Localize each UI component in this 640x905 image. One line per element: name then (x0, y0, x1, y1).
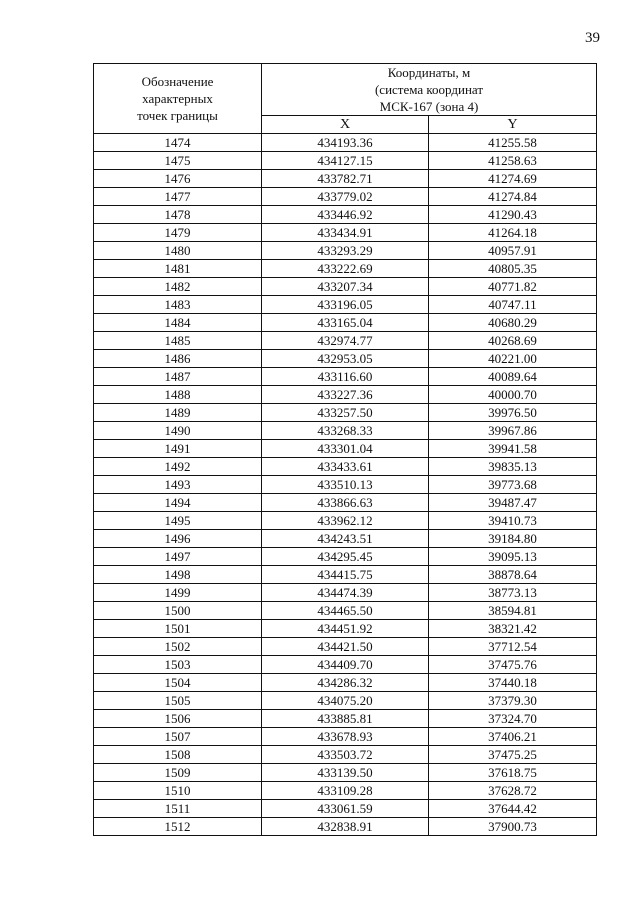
x-coordinate-cell: 433503.72 (262, 746, 429, 764)
table-row (94, 656, 597, 674)
y-coordinate-cell: 40957.91 (429, 242, 597, 260)
x-coordinate-cell: 433257.50 (262, 404, 429, 422)
x-coordinate-cell: 434409.70 (262, 656, 429, 674)
y-coordinate-cell: 41255.58 (429, 134, 597, 152)
table-row (94, 584, 597, 602)
point-id-cell: 1496 (94, 530, 262, 548)
x-coordinate-cell: 434421.50 (262, 638, 429, 656)
x-coordinate-cell: 433196.05 (262, 296, 429, 314)
x-coordinate-cell: 434415.75 (262, 566, 429, 584)
y-coordinate-cell: 37618.75 (429, 764, 597, 782)
point-id-cell: 1493 (94, 476, 262, 494)
x-coordinate-cell: 433139.50 (262, 764, 429, 782)
point-id-cell: 1476 (94, 170, 262, 188)
point-id-cell: 1477 (94, 188, 262, 206)
table-row (94, 152, 597, 170)
x-coordinate-cell: 434465.50 (262, 602, 429, 620)
point-id-cell: 1498 (94, 566, 262, 584)
table-row (94, 818, 597, 836)
y-coordinate-cell: 40089.64 (429, 368, 597, 386)
x-coordinate-cell: 434193.36 (262, 134, 429, 152)
table-row (94, 458, 597, 476)
x-coordinate-cell: 433510.13 (262, 476, 429, 494)
point-id-cell: 1500 (94, 602, 262, 620)
table-row (94, 728, 597, 746)
y-coordinate-cell: 37712.54 (429, 638, 597, 656)
page-number: 39 (585, 30, 600, 46)
table-row (94, 674, 597, 692)
y-coordinate-cell: 37475.76 (429, 656, 597, 674)
y-coordinate-cell: 39487.47 (429, 494, 597, 512)
point-id-cell: 1492 (94, 458, 262, 476)
y-coordinate-cell: 39095.13 (429, 548, 597, 566)
y-coordinate-cell: 39941.58 (429, 440, 597, 458)
point-header-line: точек границы (137, 108, 218, 123)
table-row (94, 368, 597, 386)
point-id-cell: 1502 (94, 638, 262, 656)
point-id-cell: 1482 (94, 278, 262, 296)
table-row (94, 746, 597, 764)
point-id-cell: 1489 (94, 404, 262, 422)
point-id-cell: 1503 (94, 656, 262, 674)
y-coordinate-cell: 39976.50 (429, 404, 597, 422)
x-coordinate-cell: 433885.81 (262, 710, 429, 728)
table-row (94, 710, 597, 728)
x-coordinate-cell: 434295.45 (262, 548, 429, 566)
point-id-cell: 1487 (94, 368, 262, 386)
table-row (94, 404, 597, 422)
point-id-cell: 1509 (94, 764, 262, 782)
point-header-line: характерных (142, 91, 213, 106)
table-body (94, 134, 597, 836)
table-row (94, 188, 597, 206)
point-id-cell: 1494 (94, 494, 262, 512)
x-coordinate-cell: 434243.51 (262, 530, 429, 548)
y-coordinate-cell: 40268.69 (429, 332, 597, 350)
y-coordinate-cell: 39967.86 (429, 422, 597, 440)
point-id-cell: 1486 (94, 350, 262, 368)
x-coordinate-cell: 434451.92 (262, 620, 429, 638)
table-row (94, 296, 597, 314)
x-coordinate-cell: 432974.77 (262, 332, 429, 350)
table-row (94, 800, 597, 818)
x-coordinate-cell: 433293.29 (262, 242, 429, 260)
y-coordinate-cell: 40747.11 (429, 296, 597, 314)
x-coordinate-cell: 433227.36 (262, 386, 429, 404)
x-coordinate-cell: 433782.71 (262, 170, 429, 188)
y-coordinate-cell: 38878.64 (429, 566, 597, 584)
y-coordinate-cell: 39773.68 (429, 476, 597, 494)
table-row (94, 512, 597, 530)
point-id-cell: 1475 (94, 152, 262, 170)
table-row (94, 314, 597, 332)
y-coordinate-cell: 37406.21 (429, 728, 597, 746)
table-row (94, 350, 597, 368)
point-id-cell: 1481 (94, 260, 262, 278)
x-coordinate-cell: 433207.34 (262, 278, 429, 296)
point-id-cell: 1504 (94, 674, 262, 692)
x-coordinate-cell: 433301.04 (262, 440, 429, 458)
x-coordinate-cell: 433109.28 (262, 782, 429, 800)
y-coordinate-cell: 37475.25 (429, 746, 597, 764)
x-coordinate-cell: 433222.69 (262, 260, 429, 278)
point-id-cell: 1488 (94, 386, 262, 404)
x-coordinate-cell: 433434.91 (262, 224, 429, 242)
point-id-cell: 1485 (94, 332, 262, 350)
table-row (94, 422, 597, 440)
table-row (94, 332, 597, 350)
table-row (94, 548, 597, 566)
table-row (94, 764, 597, 782)
y-coordinate-cell: 37324.70 (429, 710, 597, 728)
boundary-coordinates-table (93, 63, 597, 836)
y-coordinate-cell: 39835.13 (429, 458, 597, 476)
y-column-header: Y (429, 116, 597, 134)
y-coordinate-cell: 38594.81 (429, 602, 597, 620)
x-coordinate-cell: 433061.59 (262, 800, 429, 818)
y-coordinate-cell: 38773.13 (429, 584, 597, 602)
table-row (94, 566, 597, 584)
table-row (94, 476, 597, 494)
x-coordinate-cell: 433962.12 (262, 512, 429, 530)
x-coordinate-cell: 432838.91 (262, 818, 429, 836)
point-id-cell: 1484 (94, 314, 262, 332)
point-id-cell: 1474 (94, 134, 262, 152)
y-coordinate-cell: 41274.84 (429, 188, 597, 206)
point-id-cell: 1507 (94, 728, 262, 746)
y-coordinate-cell: 39410.73 (429, 512, 597, 530)
point-id-cell: 1479 (94, 224, 262, 242)
table-row (94, 134, 597, 152)
coord-header-line: (система координат (374, 82, 484, 97)
point-id-cell: 1478 (94, 206, 262, 224)
table-row (94, 224, 597, 242)
x-coordinate-cell: 433268.33 (262, 422, 429, 440)
table-row (94, 692, 597, 710)
y-coordinate-cell: 39184.80 (429, 530, 597, 548)
y-coordinate-cell: 41274.69 (429, 170, 597, 188)
table-row (94, 530, 597, 548)
x-coordinate-cell: 432953.05 (262, 350, 429, 368)
point-id-cell: 1480 (94, 242, 262, 260)
point-column-header (94, 64, 262, 134)
y-coordinate-cell: 38321.42 (429, 620, 597, 638)
y-coordinate-cell: 37379.30 (429, 692, 597, 710)
table-row (94, 494, 597, 512)
y-coordinate-cell: 41258.63 (429, 152, 597, 170)
x-coordinate-cell: 433866.63 (262, 494, 429, 512)
point-id-cell: 1495 (94, 512, 262, 530)
table-row (94, 278, 597, 296)
y-coordinate-cell: 40805.35 (429, 260, 597, 278)
table-row (94, 386, 597, 404)
table-row (94, 440, 597, 458)
point-id-cell: 1512 (94, 818, 262, 836)
x-coordinate-cell: 434127.15 (262, 152, 429, 170)
y-coordinate-cell: 40221.00 (429, 350, 597, 368)
x-coordinate-cell: 434075.20 (262, 692, 429, 710)
point-id-cell: 1483 (94, 296, 262, 314)
table-row (94, 638, 597, 656)
table-row (94, 620, 597, 638)
point-id-cell: 1490 (94, 422, 262, 440)
table-row (94, 260, 597, 278)
point-id-cell: 1508 (94, 746, 262, 764)
x-coordinate-cell: 433678.93 (262, 728, 429, 746)
x-coordinate-cell: 433116.60 (262, 368, 429, 386)
table-row (94, 602, 597, 620)
y-coordinate-cell: 41264.18 (429, 224, 597, 242)
x-coordinate-cell: 433165.04 (262, 314, 429, 332)
x-coordinate-cell: 433446.92 (262, 206, 429, 224)
point-header-line: Обозначение (141, 74, 214, 89)
table-row (94, 782, 597, 800)
point-id-cell: 1511 (94, 800, 262, 818)
point-id-cell: 1491 (94, 440, 262, 458)
coord-header-line: Координаты, м (387, 65, 471, 80)
point-id-cell: 1510 (94, 782, 262, 800)
x-column-header: X (262, 116, 429, 134)
y-coordinate-cell: 40000.70 (429, 386, 597, 404)
y-coordinate-cell: 37440.18 (429, 674, 597, 692)
x-coordinate-cell: 433433.61 (262, 458, 429, 476)
coordinates-column-header (262, 64, 597, 116)
table-row (94, 170, 597, 188)
y-coordinate-cell: 37628.72 (429, 782, 597, 800)
point-id-cell: 1501 (94, 620, 262, 638)
y-coordinate-cell: 41290.43 (429, 206, 597, 224)
y-coordinate-cell: 40680.29 (429, 314, 597, 332)
table-header (94, 64, 597, 134)
point-id-cell: 1497 (94, 548, 262, 566)
x-coordinate-cell: 434286.32 (262, 674, 429, 692)
point-id-cell: 1499 (94, 584, 262, 602)
y-coordinate-cell: 37900.73 (429, 818, 597, 836)
table-row (94, 242, 597, 260)
y-coordinate-cell: 37644.42 (429, 800, 597, 818)
coord-header-line: МСК-167 (зона 4) (379, 99, 479, 114)
point-id-cell: 1506 (94, 710, 262, 728)
table-row (94, 206, 597, 224)
y-coordinate-cell: 40771.82 (429, 278, 597, 296)
x-coordinate-cell: 433779.02 (262, 188, 429, 206)
point-id-cell: 1505 (94, 692, 262, 710)
x-coordinate-cell: 434474.39 (262, 584, 429, 602)
